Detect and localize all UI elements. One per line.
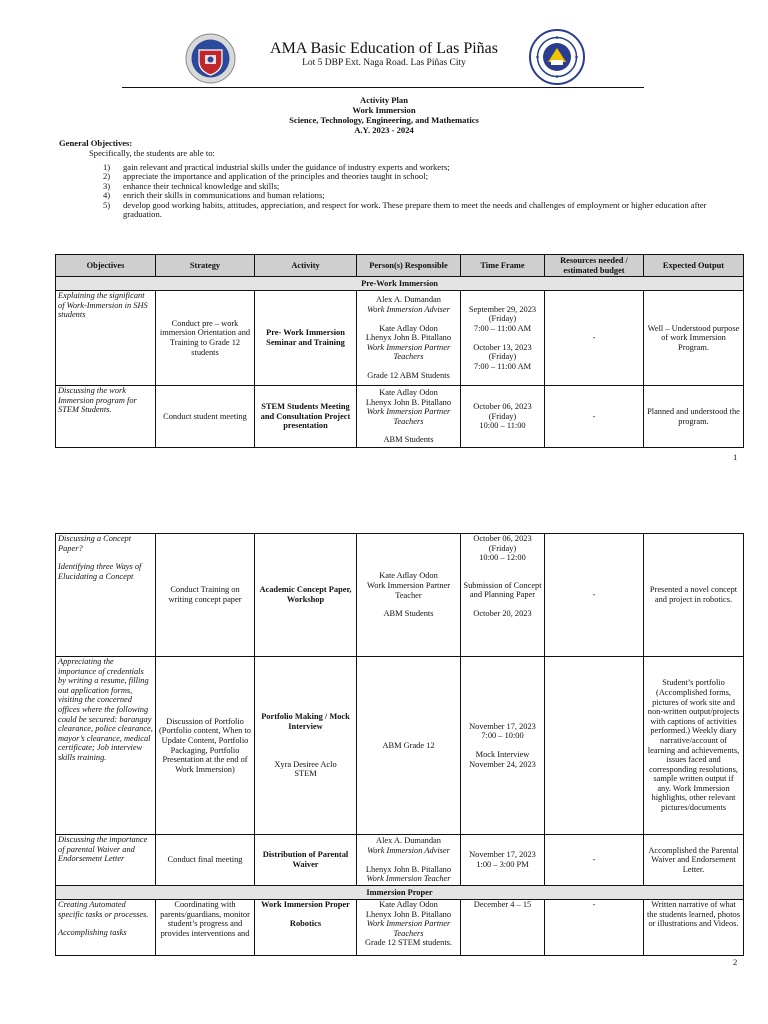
time-text: 7:00 – 11:00 AM: [473, 323, 532, 333]
objective-text: Creating Automated specific tasks or processes.: [58, 900, 149, 919]
person-name: Kate Adlay Odon: [379, 388, 438, 398]
section-label: Pre-Work Immersion: [56, 277, 744, 291]
person-role: Work Immersion Partner Teachers: [366, 919, 451, 938]
event-text: Mock Interview: [475, 750, 530, 759]
date-text: November 24, 2023: [469, 759, 536, 769]
table-row: [56, 386, 744, 448]
doc-title: Activity Plan: [360, 95, 408, 105]
column-header: Expected Output: [644, 255, 744, 277]
timeframe-cell: [461, 534, 545, 657]
objectives-intro: Specifically, the students are able to:: [89, 148, 215, 158]
list-number: 2): [103, 171, 111, 182]
deadline-text: Submission of Concept and Planning Paper: [463, 580, 542, 600]
person-name: Lhenyx John B. Pitallano: [365, 864, 452, 874]
output-cell: Well – Understood purpose of work Immersion Program.: [644, 291, 744, 386]
day-text: (Friday): [488, 411, 517, 421]
person-role: Work Immersion Adviser: [367, 305, 450, 315]
activity-cell: Pre- Work Immersion Seminar and Training: [255, 291, 357, 386]
timeframe-cell: [461, 835, 545, 886]
objective-cell: Discussing the work Immersion program for STEM Students.: [56, 386, 156, 448]
time-text: 7:00 – 10:00: [481, 731, 524, 741]
person-cell: [357, 835, 461, 886]
objective-cell: Discussing the importance of parental Waiver and Endorsement Letter: [56, 835, 156, 886]
date-text: October 06, 2023: [473, 534, 532, 543]
activity-table-page1: [55, 254, 744, 448]
date-text: November 17, 2023: [469, 721, 536, 731]
date-text: November 17, 2023: [469, 850, 536, 860]
time-text: 1:00 – 3:00 PM: [476, 860, 529, 869]
table-header-row: [56, 255, 744, 277]
resources-cell: -: [545, 291, 644, 386]
objective-text: Identifying three Ways of Elucidating a Concept: [58, 562, 142, 581]
timeframe-cell: [461, 386, 545, 448]
strategy-cell: Conduct final meeting: [156, 835, 255, 886]
activity-cell: Distribution of Parental Waiver: [255, 835, 357, 886]
person-cell: [357, 534, 461, 657]
objective-cell: Appreciating the importance of credentials by writing a resume, filling out application forms, visiting the concerned offices where the following could be secured: barangay clearance, police clearance, mayor’s clearance, medical certificate; Job interview skills training.: [56, 657, 156, 835]
objective-cell: [56, 900, 156, 956]
person-role: Work Immersion Partner Teacher: [366, 580, 451, 600]
time-text: 10:00 – 11:00: [479, 421, 526, 431]
list-item: [103, 201, 739, 220]
strategy-cell: Conduct student meeting: [156, 386, 255, 448]
person-name: Lhenyx John B. Pitallano: [365, 397, 452, 407]
list-number: 5): [103, 199, 111, 210]
person-name: Lhenyx John B. Pitallano: [365, 909, 452, 919]
list-number: 1): [103, 162, 111, 172]
table-row: [56, 291, 744, 386]
resources-cell: -: [545, 534, 644, 657]
list-text: enhance their technical knowledge and skills;: [123, 180, 280, 191]
list-text: gain relevant and practical industrial skills under the guidance of industry experts and workers;: [123, 162, 450, 172]
activity-subtitle: Robotics: [289, 918, 322, 928]
output-cell: Accomplished the Parental Waiver and Endorsement Letter.: [644, 835, 744, 886]
column-header: Objectives: [56, 255, 156, 277]
objective-cell: Explaining the significant of Work-Immersion in SHS students: [56, 291, 156, 386]
column-header: Activity: [255, 255, 357, 277]
person-role: Work Immersion Partner Teachers: [366, 407, 451, 426]
timeframe-cell: [461, 291, 545, 386]
person-cell: [357, 900, 461, 956]
date-text: September 29, 2023: [468, 304, 537, 314]
person-name: Lhenyx John B. Pitallano: [365, 333, 452, 343]
column-header: Resources needed / estimated budget: [545, 255, 644, 277]
resources-cell: [545, 657, 644, 835]
school-address: Lot 5 DBP Ext. Naga Road. Las Piñas City: [302, 58, 466, 68]
person-cell: ABM Grade 12: [357, 657, 461, 835]
timeframe-cell: December 4 – 15: [461, 900, 545, 956]
person-role: Work Immersion Partner Teachers: [366, 342, 451, 362]
section-row: [56, 886, 744, 900]
column-header: Strategy: [156, 255, 255, 277]
header-divider: [122, 87, 644, 88]
person-cell: [357, 291, 461, 386]
date-text: October 06, 2023: [473, 402, 532, 412]
objectives-list: [103, 163, 739, 219]
table-row: [56, 534, 744, 657]
date-text: October 13, 2023: [473, 342, 532, 352]
person-name: Kate Adlay Odon: [379, 571, 438, 581]
resources-cell: -: [545, 835, 644, 886]
strategy-cell: Coordinating with parents/guardians, monitor student’s progress and provides interventions and: [156, 900, 255, 956]
output-cell: Planned and understood the program.: [644, 386, 744, 448]
day-text: (Friday): [488, 543, 517, 553]
objective-text: Accomplishing tasks: [58, 928, 127, 938]
day-text: (Friday): [488, 352, 517, 362]
activity-cell: STEM Students Meeting and Consultation Project presentation: [255, 386, 357, 448]
output-cell: Student’s portfolio (Accomplished forms, pictures of work site and non-written output/projects with captions of activities performed.) Weekly diary narrative/account of learning and achievements, issues faced and corresponding resolutions, sample written output if any. Work Immersion highlights, other relevant pictures/documents: [644, 657, 744, 835]
doc-subtitle: Work Immersion: [352, 105, 416, 115]
activity-cell: [255, 657, 357, 835]
table-row: [56, 900, 744, 956]
person-name: Alex A. Dumandan: [376, 836, 441, 846]
strategy-cell: Conduct pre – work immersion Orientation and Training to Grade 12 students: [156, 291, 255, 386]
activity-title: Work Immersion Proper: [261, 900, 350, 909]
person-name: Kate Adlay Odon: [379, 323, 438, 333]
page-number: 1: [733, 452, 738, 462]
activity-title: Portfolio Making / Mock Interview: [261, 712, 350, 731]
strand-text: STEM: [294, 769, 317, 779]
date-text: October 20, 2023: [473, 608, 532, 618]
person-role: Work Immersion Adviser: [367, 845, 450, 855]
activity-table-page2: [55, 533, 744, 956]
person-name: Xyra Desiree Aclo: [274, 759, 337, 769]
person-group: ABM Students: [383, 435, 434, 445]
output-cell: Written narrative of what the students learned, photos or illustrations and Videos.: [644, 900, 744, 956]
strategy-cell: Conduct Training on writing concept paper: [156, 534, 255, 657]
table-row: [56, 835, 744, 886]
person-role: Work Immersion Teacher: [366, 874, 451, 884]
section-row: [56, 277, 744, 291]
objective-text: Discussing a Concept Paper?: [58, 534, 132, 553]
timeframe-cell: [461, 657, 545, 835]
list-number: 3): [103, 180, 111, 191]
time-text: 10:00 – 12:00: [479, 553, 526, 563]
strategy-cell: Discussion of Portfolio (Portfolio content, When to Update Content, Portfolio Packaging, Portfolio Presentation at the end of Work Immersion): [156, 657, 255, 835]
person-cell: [357, 386, 461, 448]
column-header: Person(s) Responsible: [357, 255, 461, 277]
person-group: ABM Students: [383, 609, 434, 619]
day-text: (Friday): [488, 314, 517, 324]
list-number: 4): [103, 190, 111, 201]
person-group: Grade 12 ABM Students: [367, 370, 450, 380]
list-text: develop good working habits, attitudes, appreciation, and respect for work. These prepare them to meet the needs and challenges of employment or higher education after graduation.: [123, 199, 707, 220]
person-group: Grade 12 STEM students.: [365, 938, 452, 948]
activity-cell: Academic Concept Paper, Workshop: [255, 534, 357, 657]
column-header: Time Frame: [461, 255, 545, 277]
list-text: enrich their skills in communications and human relations;: [123, 190, 325, 201]
section-label: Immersion Proper: [56, 886, 744, 900]
school-name: AMA Basic Education of Las Piñas: [270, 40, 498, 57]
table-row: [56, 657, 744, 835]
resources-cell: -: [545, 900, 644, 956]
doc-strand: Science, Technology, Engineering, and Mathematics: [289, 115, 479, 125]
page-number: 2: [733, 957, 738, 967]
output-cell: Presented a novel concept and project in robotics.: [644, 534, 744, 657]
time-text: 7:00 – 11:00 AM: [473, 361, 532, 371]
objectives-heading: General Objectives:: [59, 138, 133, 148]
list-text: appreciate the importance and application of the principles and theories taught in school;: [123, 171, 428, 182]
doc-year: A.Y. 2023 - 2024: [354, 125, 414, 135]
person-name: Kate Adlay Odon: [379, 900, 438, 909]
objective-cell: [56, 534, 156, 657]
activity-cell: [255, 900, 357, 956]
person-name: Alex A. Dumandan: [376, 295, 441, 305]
resources-cell: -: [545, 386, 644, 448]
